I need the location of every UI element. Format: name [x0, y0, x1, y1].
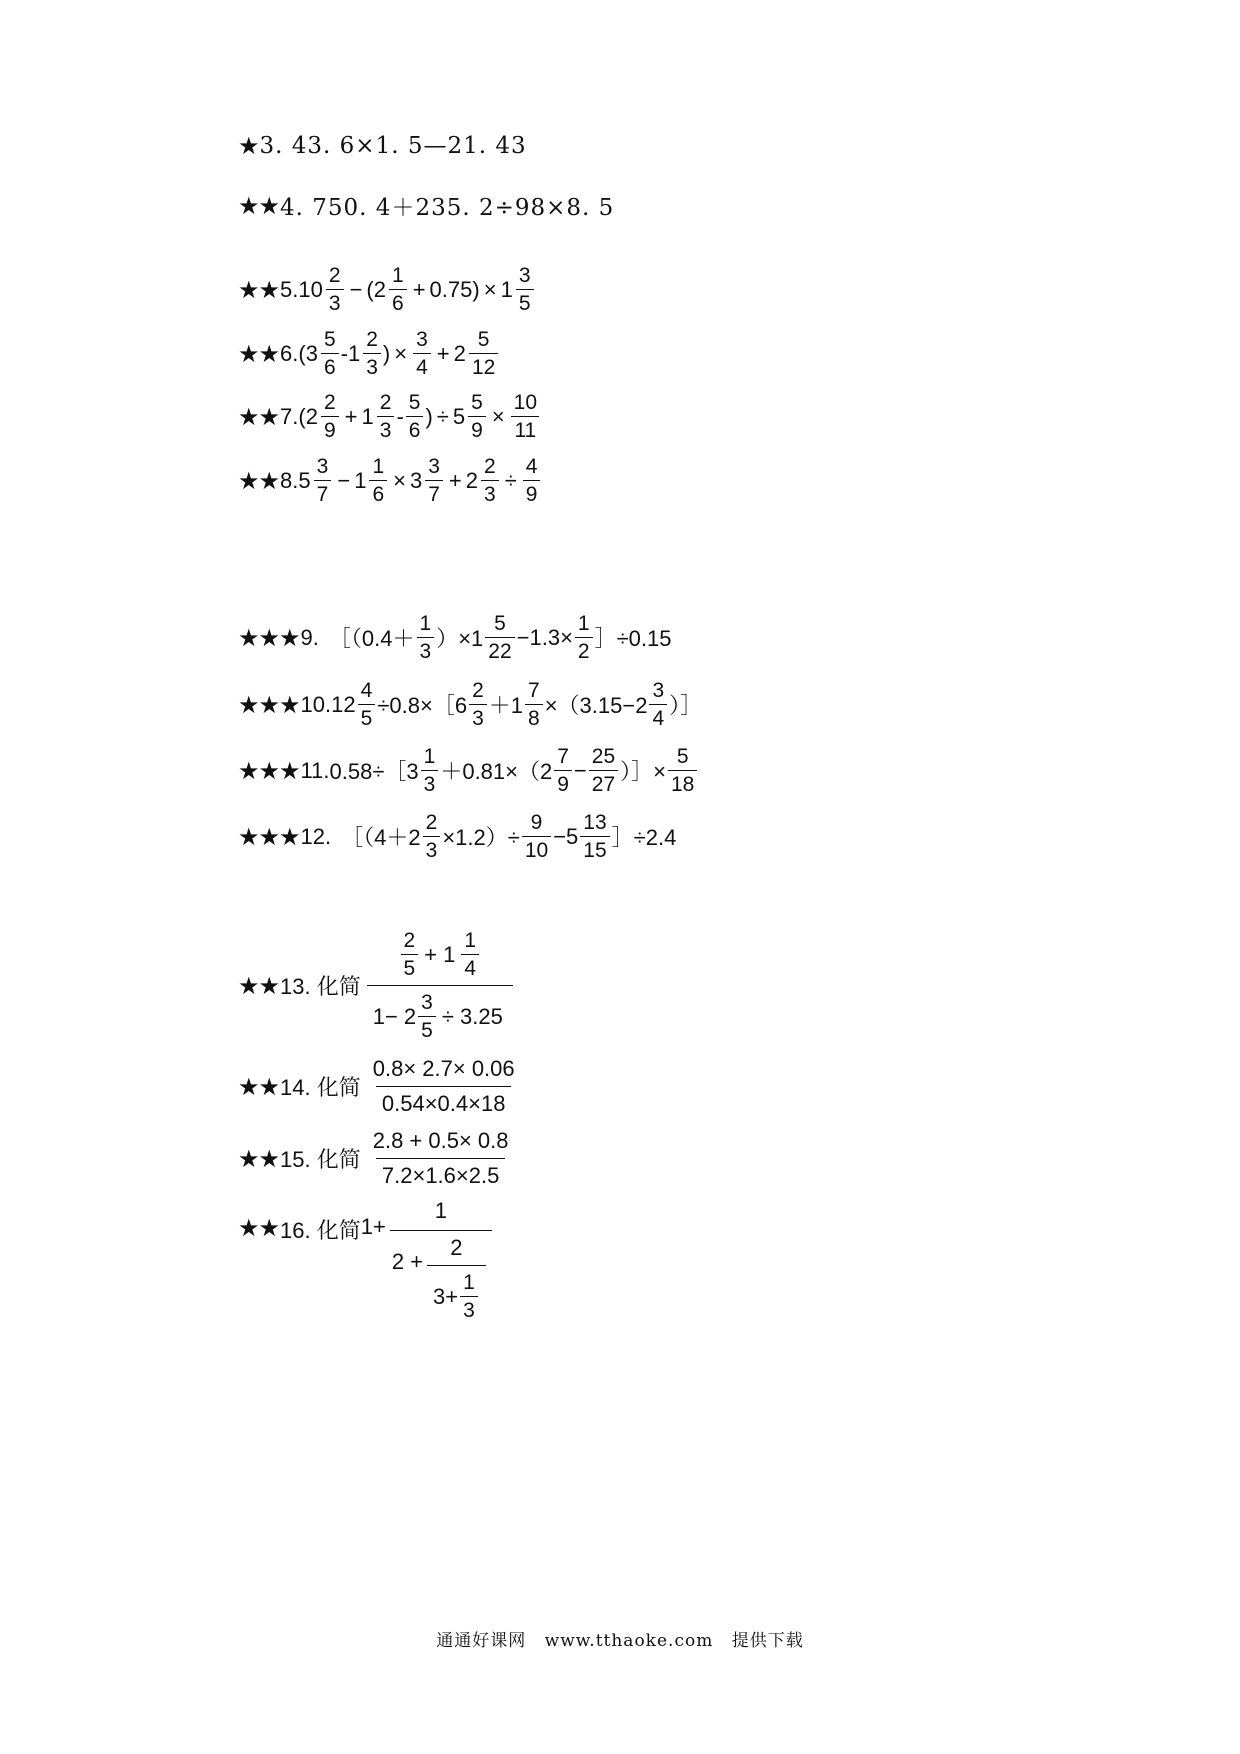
operator: + 1 — [424, 941, 456, 967]
operator: ÷ — [436, 403, 449, 429]
expr-part: ＋1 — [488, 693, 523, 718]
fraction: $\frac{3}{4}$ — [413, 329, 431, 378]
expr-part: ÷0.8×［6 — [377, 693, 468, 718]
problem-9 — [238, 613, 672, 662]
whole-part: 3 — [409, 467, 423, 493]
whole-part: 1 — [361, 403, 374, 429]
problem-5 — [238, 265, 536, 314]
fraction: $\frac{2}{3}$ — [423, 812, 441, 861]
operator: + — [448, 467, 462, 493]
expr-part: −1.3× — [516, 624, 573, 650]
fraction: $\frac{13}{15}$ — [580, 812, 609, 861]
expr-part: 3+ — [433, 1283, 459, 1309]
whole-part: 2 — [305, 403, 318, 429]
difficulty-stars: ★★ — [238, 275, 280, 304]
fraction: $\frac{2}{3}$ — [469, 680, 487, 729]
paren: ) — [472, 276, 480, 302]
difficulty-stars: ★★★ — [238, 623, 300, 652]
operator: + — [344, 403, 358, 429]
denominator — [390, 1230, 492, 1321]
whole-part: 5 — [452, 403, 466, 429]
problem-4 — [238, 189, 614, 222]
problem-14 — [238, 1058, 521, 1115]
paren: ( — [298, 340, 306, 366]
operator: + — [436, 340, 450, 366]
problem-number: 6. — [280, 340, 299, 366]
expr-part: ×1.2）÷ — [442, 825, 520, 850]
fraction: $\frac{5}{12}$ — [469, 329, 498, 378]
fraction: $\frac{1}{2}$ — [575, 613, 593, 662]
problem-11 — [238, 746, 699, 795]
operator: ÷ — [504, 467, 517, 493]
fraction: $\frac{5}{6}$ — [321, 329, 339, 378]
expr-part: −5 — [553, 823, 579, 849]
difficulty-stars: ★★★ — [238, 756, 300, 785]
operator: × — [394, 340, 408, 366]
difficulty-stars: ★★★ — [238, 690, 300, 719]
fraction: $\frac{3}{5}$ — [418, 992, 436, 1041]
whole-part: 10 — [298, 276, 323, 302]
fraction: $\frac{7}{9}$ — [554, 746, 572, 795]
operator: - — [396, 403, 404, 429]
whole-part: 2 — [465, 467, 479, 493]
paren: ( — [366, 276, 374, 302]
expr-part: − — [573, 757, 587, 783]
fraction: $\frac{4}{9}$ — [523, 456, 541, 505]
fraction: $\frac{7}{8}$ — [525, 680, 543, 729]
problem-10 — [238, 680, 702, 729]
fraction: $\frac{2}{9}$ — [321, 392, 339, 441]
expr-part: 1− 2 — [372, 1003, 417, 1029]
denominator: 0.54×0.4×18 — [376, 1086, 512, 1115]
operator: × — [483, 276, 497, 302]
footer-suffix: 提供下载 — [731, 1631, 804, 1651]
problem-number: 11. — [300, 757, 330, 783]
paren: ) — [425, 403, 433, 429]
expr-part: ）］ — [669, 693, 703, 718]
problem-8 — [238, 456, 542, 505]
difficulty-stars: ★★ — [238, 1214, 280, 1242]
operator: − — [337, 467, 351, 493]
difficulty-stars: ★★★ — [238, 822, 300, 851]
problem-12 — [238, 812, 676, 861]
expr-part: ×（3.15−2 — [544, 693, 648, 718]
problem-label: 13. 化简 — [280, 974, 361, 999]
fraction: $\frac{3}{7}$ — [314, 456, 332, 505]
whole-part: 3 — [305, 340, 318, 366]
fraction: $\frac{5}{22}$ — [485, 613, 514, 662]
fraction: $\frac{1}{3}$ — [460, 1272, 478, 1321]
denominator: 7.2×1.6×2.5 — [376, 1158, 505, 1187]
problem-text: 3. 43. 6×1. 5—21. 43 — [259, 133, 527, 159]
numerator: 2.8 + 0.5× 0.8 — [372, 1128, 509, 1153]
numerator: 1 — [434, 1198, 447, 1223]
expr-part: ）×1 — [436, 626, 484, 651]
fraction: $\frac{9}{10}$ — [522, 812, 551, 861]
problem-text: 4. 750. 4＋235. 2÷98×8. 5 — [280, 195, 615, 221]
whole-part: 1 — [500, 276, 513, 302]
problem-6 — [238, 329, 500, 378]
problem-number: 7. — [280, 403, 299, 429]
whole-part: 5 — [298, 467, 311, 493]
difficulty-stars: ★★ — [238, 971, 280, 1000]
whole-part: 1 — [347, 340, 361, 366]
operator: − — [349, 276, 363, 302]
fraction: $\frac{5}{18}$ — [668, 746, 697, 795]
whole-part: 2 — [373, 276, 386, 302]
operator: × — [491, 403, 505, 429]
fraction: $\frac{10}{11}$ — [511, 392, 540, 441]
fraction — [367, 1058, 521, 1115]
numerator — [393, 930, 488, 985]
difficulty-stars: ★★ — [238, 191, 280, 220]
difficulty-stars: ★ — [238, 132, 259, 160]
fraction: $\frac{1}{6}$ — [389, 265, 407, 314]
difficulty-stars: ★★ — [238, 402, 280, 431]
fraction: $\frac{2}{3}$ — [377, 392, 395, 441]
problem-label: 15. 化简 — [280, 1147, 361, 1172]
operator: × — [393, 467, 406, 493]
problem-label: 14. 化简 — [280, 1075, 361, 1100]
complex-fraction — [367, 930, 513, 1041]
problem-number: 9. — [300, 624, 319, 650]
footer — [0, 1626, 1240, 1651]
numerator: 0.8× 2.7× 0.06 — [372, 1056, 515, 1081]
fraction: $\frac{5}{9}$ — [468, 392, 486, 441]
expr-part: 1+ — [360, 1214, 386, 1239]
problem-number: 8. — [280, 467, 299, 493]
fraction: $\frac{2}{3}$ — [481, 456, 499, 505]
fraction: $\frac{3}{5}$ — [516, 265, 534, 314]
difficulty-stars: ★★ — [238, 339, 280, 368]
denominator — [367, 985, 513, 1041]
expr-part: ［（0.4＋ — [328, 626, 415, 651]
fraction — [367, 1130, 515, 1187]
expr-part: ［（4＋2 — [341, 825, 421, 850]
operator: - — [340, 340, 348, 366]
expr-part: 0.58÷［3 — [329, 759, 419, 784]
problem-3 — [238, 132, 527, 160]
fraction: $\frac{2}{3}$ — [363, 329, 381, 378]
expr-part: ＋0.81×（2 — [440, 759, 553, 784]
whole-part: 1 — [354, 467, 367, 493]
problem-16 — [238, 1200, 492, 1321]
problem-7 — [238, 392, 542, 441]
problem-number: 5. — [280, 276, 299, 302]
expr-part: ）］× — [620, 759, 666, 784]
difficulty-stars: ★★ — [238, 466, 280, 495]
expr-part: ］÷0.15 — [594, 626, 672, 651]
fraction: $\frac{5}{6}$ — [406, 392, 424, 441]
nested-fraction — [427, 1237, 486, 1321]
fraction: $\frac{1}{3}$ — [421, 746, 439, 795]
whole-part: 2 — [453, 340, 466, 366]
problem-13 — [238, 930, 513, 1041]
expr-part: 2 + — [391, 1249, 424, 1274]
continued-fraction — [390, 1200, 492, 1321]
denominator — [427, 1265, 486, 1321]
footer-url[interactable]: www.tthaoke.com — [544, 1631, 714, 1651]
problem-number: 12. — [300, 823, 332, 849]
fraction: $\frac{1}{6}$ — [369, 456, 387, 505]
fraction: $\frac{2}{3}$ — [326, 265, 344, 314]
expr-part: ］÷2.4 — [611, 825, 677, 850]
problem-15 — [238, 1130, 515, 1187]
operator: + — [412, 276, 426, 302]
expr-part: ÷ 3.25 — [441, 1003, 503, 1029]
expr-part: 12 — [331, 691, 356, 717]
fraction: $\frac{3}{7}$ — [425, 456, 443, 505]
fraction: $\frac{4}{5}$ — [358, 680, 376, 729]
fraction: $\frac{1}{3}$ — [417, 613, 435, 662]
difficulty-stars: ★★ — [238, 1144, 280, 1173]
paren: ( — [298, 403, 306, 429]
numerator: 2 — [450, 1235, 463, 1260]
fraction: $\frac{2}{5}$ — [401, 930, 419, 979]
problem-number: 10. — [300, 691, 332, 717]
problem-label: 16. 化简 — [280, 1218, 361, 1243]
fraction: $\frac{1}{4}$ — [461, 930, 479, 979]
difficulty-stars: ★★ — [238, 1072, 280, 1101]
footer-site-name: 通通好课网 — [436, 1631, 527, 1651]
fraction: $\frac{25}{27}$ — [589, 746, 618, 795]
fraction: $\frac{3}{4}$ — [649, 680, 667, 729]
paren: ) — [382, 340, 391, 366]
value: 0.75 — [429, 276, 473, 302]
